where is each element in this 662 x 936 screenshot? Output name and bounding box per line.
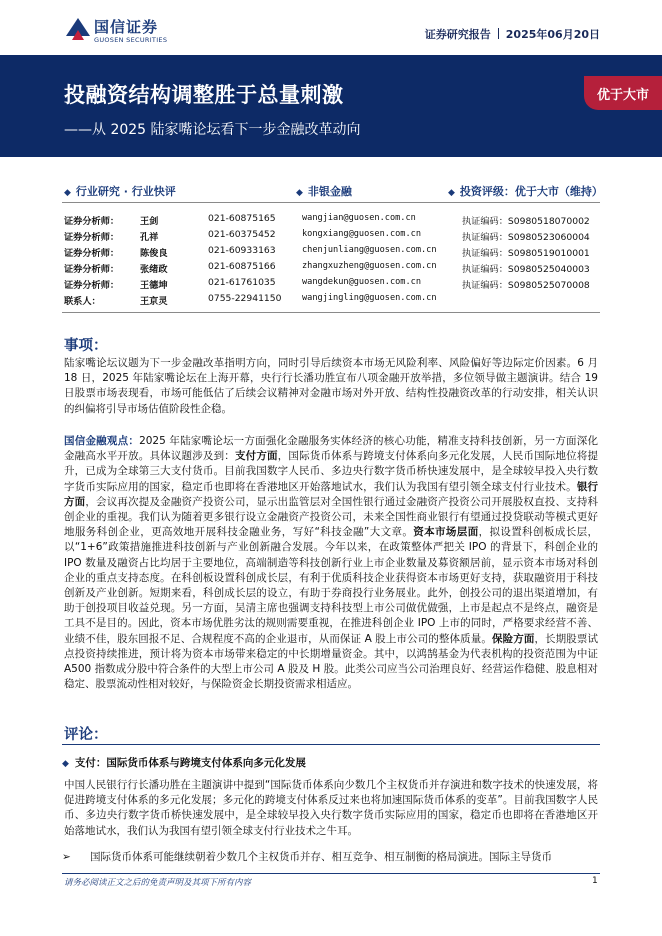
arrow-item-text: 国际货币体系可能继续朝着少数几个主权货币并存、相互竞争、相互制衡的格局演进。国际主导货币 bbox=[90, 851, 552, 863]
analyst-role: 证券分析师： bbox=[64, 216, 120, 227]
events-heading: 事项： bbox=[64, 338, 108, 354]
analyst-cert: 执证编码：S0980519010001 bbox=[462, 248, 590, 259]
analyst-tel: 021-60875166 bbox=[208, 261, 276, 272]
analyst-tel: 021-60875165 bbox=[208, 213, 276, 224]
category-label bbox=[64, 183, 176, 199]
analyst-email[interactable]: kongxiang@guosen.com.cn bbox=[302, 229, 421, 239]
diamond-icon: ◆ bbox=[296, 188, 303, 198]
guosen-logo bbox=[64, 14, 184, 48]
contact-role: 联系人： bbox=[64, 296, 101, 307]
logo-text-cn: 国信证券 bbox=[94, 18, 159, 36]
view-text: ，国际货币体系与跨境支付体系向多元化发展，人民币国际地位将提升，已成为全球第三大支付货币。目前我国数字人民币、多边央行数字货币桥快速发展中，是全球较早投入央行数字货币实际应用的国家，稳定币也即将在香港地区开始落地试水，我们认为我国有望引领全球支付行业技术。 bbox=[64, 450, 599, 493]
rating-text: 投资评级：优于大市（维持） bbox=[459, 185, 603, 198]
logo-text-en: GUOSEN SECURITIES bbox=[94, 36, 168, 44]
rating-tag: 优于大市 bbox=[584, 76, 662, 110]
divider bbox=[62, 202, 600, 203]
view-text: ，长期股票试点投资持续推进，预计将为资本市场带来稳定的中长期增量资金。其中，以鸿鹄基金为代表机构的投资范围为中证 A500 指数成分股中符合条件的大型上市公司 A 股及 H 股。此类公司应当公司治理良好、经营运作稳健、股息相对稳定、股票流动性相对较好，与保险资金长期投资需求相适应。 bbox=[64, 632, 599, 691]
analyst-cert: 执证编码：S0980525070008 bbox=[462, 280, 590, 291]
contact-row bbox=[64, 293, 624, 309]
rating-label bbox=[448, 183, 603, 199]
comment-bullet-text: 支付：国际货币体系与跨境支付体系向多元化发展 bbox=[74, 757, 306, 769]
analyst-role: 证券分析师： bbox=[64, 248, 120, 259]
diamond-icon: ◆ bbox=[64, 188, 71, 198]
view-paragraph bbox=[64, 434, 598, 692]
analyst-role: 证券分析师： bbox=[64, 232, 120, 243]
analyst-email[interactable]: chenjunliang@guosen.com.cn bbox=[302, 245, 437, 255]
sector-text: 非银金融 bbox=[307, 185, 352, 198]
arrow-icon: ➢ bbox=[62, 851, 71, 863]
report-subtitle: ——从 2025 陆家嘴论坛看下一步金融改革动向 bbox=[64, 122, 361, 138]
analyst-row bbox=[64, 229, 624, 245]
diamond-icon: ◆ bbox=[62, 759, 69, 769]
comment-arrow-item bbox=[62, 850, 598, 865]
analyst-name: 陈俊良 bbox=[140, 248, 168, 259]
analyst-role: 证券分析师： bbox=[64, 264, 120, 275]
analyst-row bbox=[64, 277, 624, 293]
analyst-name: 张绪政 bbox=[140, 264, 168, 275]
meta-separator bbox=[498, 28, 499, 39]
analyst-tel: 021-60375452 bbox=[208, 229, 276, 240]
view-text: 2025 年陆家嘴论坛一方面强化金融服务实体经济的核心功能，精准支持科技创新，另一方面深化金融高水平开放。具体议题涉及到： bbox=[64, 435, 599, 463]
analyst-email[interactable]: wangdekun@guosen.com.cn bbox=[302, 277, 421, 287]
keyword-insurance: 保险方面 bbox=[491, 632, 535, 645]
diamond-icon: ◆ bbox=[448, 188, 455, 198]
report-type: 证券研究报告 bbox=[424, 28, 491, 41]
contact-email[interactable]: wangjingling@guosen.com.cn bbox=[302, 293, 437, 303]
report-date: 2025年06月20日 bbox=[505, 28, 600, 41]
analyst-cert: 执证编码：S0980525040003 bbox=[462, 264, 590, 275]
divider bbox=[62, 744, 600, 745]
footer-disclaimer: 请务必阅读正文之后的免责声明及其项下所有内容 bbox=[64, 878, 252, 888]
view-text: ，会议再次提及金融资产投资公司，显示出监管层对全国性银行通过金融资产投资公司开展股权直投、支持科创企业的重视。我们认为随着更多银行设立金融资产投资公司，未来全国性商业银行有望通过投贷联动等模式更好地服务科创企业，更高效地开展科技金融业务，写好“科技金融”大文章。 bbox=[64, 495, 599, 539]
analyst-cert: 执证编码：S0980518070002 bbox=[462, 216, 590, 227]
divider bbox=[62, 312, 600, 313]
analyst-row bbox=[64, 261, 624, 277]
keyword-bank: 银行方面 bbox=[64, 480, 599, 508]
view-text: ，拟设置科创板成长层，以“1+6”政策措施推进科技创新与产业创新融合发展。今年以来，在政策整体严把关 IPO 的背景下，科创企业的 IPO 数量及融资占比均居于主要地位，高端制造等科技创新行业上市企业数量及募资额居前，显示资本市场对科创企业的重点支持态度。在科创板设置科创成长层，有利于优质科技企业获得资本市场更好支持，获取融资用于科技创新及产业创新。短期来看，科创成长层的设立，有助于券商投行业务展业。此外，创投公司的退出渠道增加，有助于创投项目收益兑现。另一方面，吴清主席也强调支持科技型上市公司做优做强，上市是起点不是终点，融资是工具不是目的。因此，资本市场优胜劣汰的规则需要重视，在推进科创企业 IPO 上市的同时，严格要求经营不善、业绩不佳，股东回报不足、合规程度不高的企业退市，从而保证 A 股上市公司的整体质量。 bbox=[64, 526, 598, 645]
analyst-row bbox=[64, 245, 624, 261]
analyst-email[interactable]: wangjian@guosen.com.cn bbox=[302, 213, 416, 223]
keyword-capital-market: 资本市场层面 bbox=[413, 526, 479, 539]
page-number: 1 bbox=[592, 876, 598, 886]
analyst-tel: 021-61761035 bbox=[208, 277, 276, 288]
comment-paragraph: 中国人民银行行长潘功胜在主题演讲中提到“国际货币体系向少数几个主权货币并存演进和数字技术的快速发展，将促进跨境支付体系的多元化发展；多元化的跨境支付体系反过来也将加速国际货币体系的变革”。目前我国数字人民币、多边央行数字货币桥快速发展中，是全球较早投入央行数字货币实际应用的国家，稳定币也即将在香港地区开始落地试水，我们认为我国有望引领全球支付行业技术之牛耳。 bbox=[64, 779, 598, 837]
events-paragraph: 陆家嘴论坛议题为下一步金融改革指明方向，同时引导后续资本市场无风险利率、风险偏好等边际定价因素。6 月 18 日，2025 年陆家嘴论坛在上海开幕，央行行长潘功胜宣布八项金融开放举措，多位领导做主题演讲。结合 19 日股票市场表现看，市场可能低估了后续会议精神对金融市场对外开放、结构性投融资改革的行动安排，相关认识的纠偏将引导市场估值阶段性企稳。 bbox=[64, 357, 598, 415]
analyst-tel: 021-60933163 bbox=[208, 245, 276, 256]
analyst-row bbox=[64, 213, 624, 229]
footer-divider bbox=[62, 873, 600, 874]
keyword-payment: 支付方面 bbox=[234, 450, 278, 463]
analyst-role: 证券分析师： bbox=[64, 280, 120, 291]
view-lead: 国信金融观点： bbox=[64, 435, 140, 447]
comment-bullet bbox=[62, 755, 306, 770]
report-meta bbox=[425, 26, 600, 42]
analyst-table bbox=[64, 213, 624, 309]
analyst-cert: 执证编码：S0980523060004 bbox=[462, 232, 590, 243]
logo-mark-icon bbox=[64, 14, 92, 44]
category-text: 行业研究 · 行业快评 bbox=[75, 185, 176, 198]
analyst-name: 王剑 bbox=[140, 216, 159, 227]
report-title: 投融资结构调整胜于总量刺激 bbox=[64, 83, 344, 107]
comment-heading: 评论： bbox=[64, 727, 108, 743]
analyst-email[interactable]: zhangxuzheng@guosen.com.cn bbox=[302, 261, 437, 271]
analyst-name: 孔祥 bbox=[140, 232, 159, 243]
contact-name: 王京灵 bbox=[140, 296, 168, 307]
contact-tel: 0755-22941150 bbox=[208, 293, 282, 304]
sector-label bbox=[296, 183, 352, 199]
analyst-name: 王德坤 bbox=[140, 280, 168, 291]
